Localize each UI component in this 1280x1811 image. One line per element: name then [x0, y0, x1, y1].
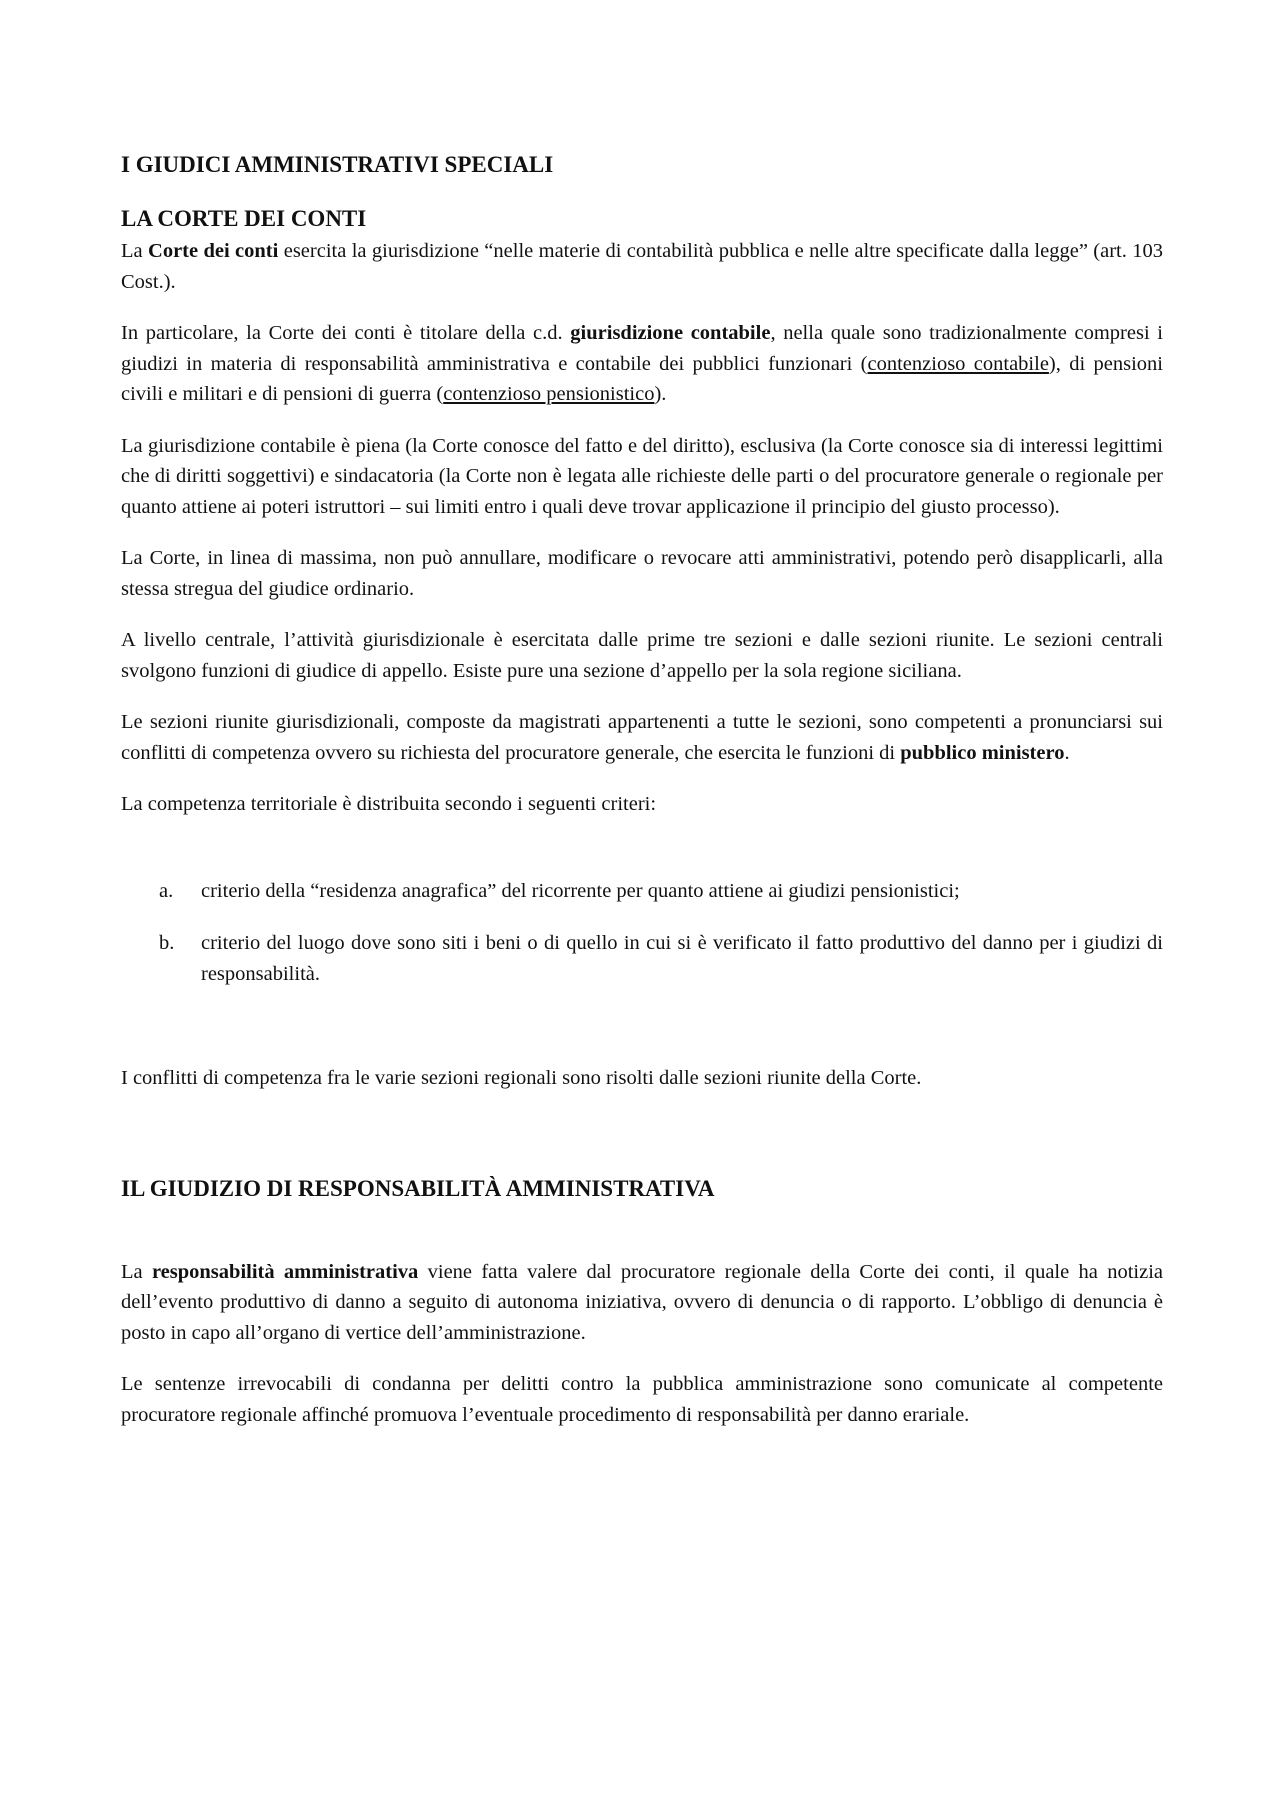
- text-run: Le sezioni riunite giurisdizionali, composte da magistrati appartenenti a tutte le sezioni, sono competenti a pronunciarsi sui conflitti di competenza ovvero su richiesta del procuratore generale, che esercita le funzioni di: [121, 711, 1163, 764]
- text-run: , nella quale sono tradizionalmente compresi i giudizi in materia di responsabilità amministrativa e contabile dei pubblici funzionari (: [121, 322, 1163, 375]
- paragraph-corte-intro: [121, 236, 1163, 297]
- bold-term: giurisdizione contabile: [570, 322, 771, 344]
- text-run: In particolare, la Corte dei conti è titolare della c.d.: [121, 322, 571, 344]
- criteria-list: [121, 876, 1163, 990]
- section-heading-corte-dei-conti: LA CORTE DEI CONTI: [121, 206, 367, 231]
- text-run: ), di pensioni civili e militari e di pensioni di guerra (: [121, 352, 1163, 405]
- paragraph-giurisdizione-contabile: [121, 318, 1163, 410]
- list-marker: b.: [159, 932, 175, 954]
- paragraph-sezioni-riunite: [121, 707, 1163, 768]
- underlined-term: contenzioso contabile: [867, 352, 1049, 375]
- paragraph-responsabilita-amministrativa: [121, 1257, 1163, 1349]
- underlined-term: contenzioso pensionistico: [443, 383, 655, 405]
- text-run: esercita la giurisdizione “nelle materie di contabilità pubblica e nelle altre specificate dalla legge” (art. 103 Cost.).: [121, 240, 1164, 293]
- paragraph-competenza-territoriale: La competenza territoriale è distribuita secondo i seguenti criteri:: [121, 793, 657, 815]
- paragraph-conflitti-competenza: I conflitti di competenza fra le varie sezioni regionali sono risolti dalle sezioni riunite della Corte.: [121, 1067, 922, 1089]
- document-title: I GIUDICI AMMINISTRATIVI SPECIALI: [121, 152, 554, 177]
- paragraph-livello-centrale: A livello centrale, l’attività giurisdizionale è esercitata dalle prime tre sezioni e dalle sezioni riunite. Le sezioni centrali svolgono funzioni di giudice di appello. Esiste pure una sezione d’appello per la sola regione siciliana.: [121, 629, 1163, 682]
- list-item: [121, 876, 1163, 907]
- bold-term: Corte dei conti: [148, 240, 279, 262]
- text-run: ).: [654, 383, 667, 405]
- list-item-text: criterio della “residenza anagrafica” del ricorrente per quanto attiene ai giudizi pensionistici;: [201, 879, 960, 902]
- text-run: .: [1064, 741, 1070, 764]
- bold-term: responsabilità amministrativa: [151, 1260, 419, 1283]
- bold-term: pubblico ministero: [900, 741, 1065, 764]
- spacer: [121, 1011, 1163, 1063]
- section-heading-giudizio-responsabilita: IL GIUDIZIO DI RESPONSABILITÀ AMMINISTRATIVA: [121, 1175, 715, 1201]
- paragraph-giurisdizione-piena: La giurisdizione contabile è piena (la Corte conosce del fatto e del diritto), esclusiva (la Corte conosce sia di interessi legittimi che di diritti soggettivi) e sindacatoria (la Corte non è legata alle richieste delle parti o del procuratore generale o regionale per quanto attiene ai poteri istruttori – sui limiti entro i quali deve trovar applicazione il principio del giusto processo).: [121, 434, 1163, 518]
- list-item-text: criterio del luogo dove sono siti i beni o di quello in cui si è verificato il fatto produttivo del danno per i giudizi di responsabilità.: [201, 932, 1163, 985]
- list-marker: a.: [159, 879, 174, 902]
- text-run: viene fatta valere dal procuratore regionale della Corte dei conti, il quale ha notizia dell’evento produttivo di danno a seguito di autonoma iniziativa, ovvero di denuncia o di rapporto. L’obbligo di denuncia è posto in capo all’organo di vertice dell’amministrazione.: [121, 1260, 1163, 1344]
- text-run: La: [121, 1260, 152, 1283]
- paragraph-sentenze-irrevocabili: Le sentenze irrevocabili di condanna per delitti contro la pubblica amministrazione sono comunicate al competente procuratore regionale affinché promuova l’eventuale procedimento di responsabilità per danno erariale.: [121, 1373, 1163, 1426]
- text-run: La: [121, 240, 149, 262]
- paragraph-poteri-corte: La Corte, in linea di massima, non può annullare, modificare o revocare atti amministrativi, potendo però disapplicarli, alla stessa stregua del giudice ordinario.: [121, 547, 1163, 600]
- list-item: [121, 928, 1163, 989]
